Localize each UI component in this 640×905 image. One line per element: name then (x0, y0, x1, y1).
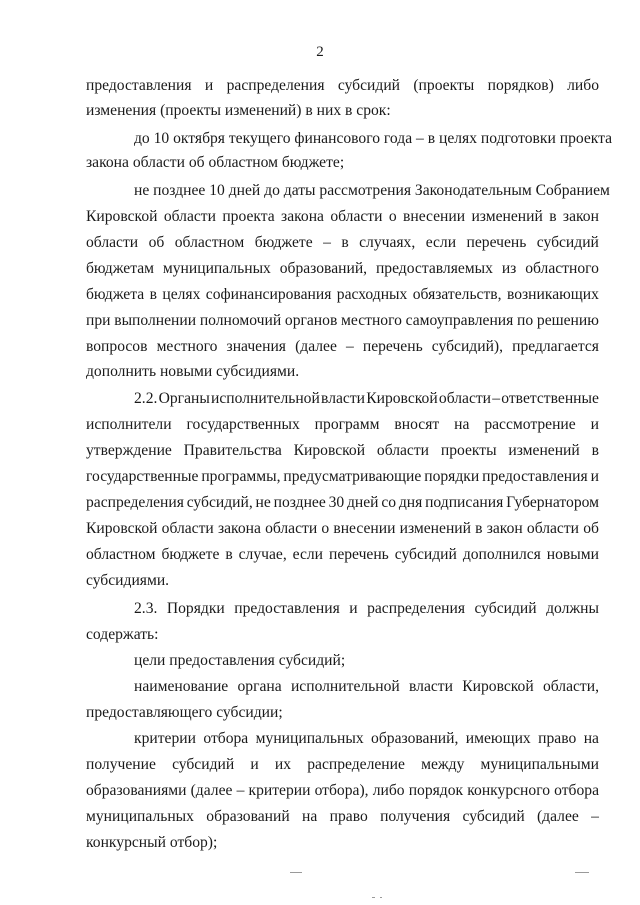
word: о (321, 520, 330, 537)
word: Кировской (86, 208, 158, 225)
word: либо (372, 782, 405, 799)
word: перечень (466, 234, 527, 251)
text-line (86, 545, 599, 565)
word: на (454, 416, 470, 433)
word: субсидий, (186, 494, 253, 511)
word: предоставления (86, 77, 192, 94)
word: расходных (336, 286, 408, 303)
word: областном (174, 234, 245, 251)
text-line (86, 337, 599, 357)
word: из (501, 260, 517, 277)
word: Кировской (366, 390, 438, 407)
text-line: дополнить новыми субсидиями. (86, 363, 300, 380)
word: муниципальных (162, 260, 271, 277)
word: случае, (238, 546, 287, 563)
word: распределения (367, 600, 465, 617)
word: случаях, (359, 234, 416, 251)
text-line (134, 729, 599, 749)
word: критерии (134, 730, 196, 747)
word: субсидий (474, 600, 537, 617)
word: софинансирования (205, 286, 332, 303)
word: органов (284, 312, 338, 329)
word: (проекты (413, 77, 475, 94)
word: государственных (186, 416, 300, 433)
word: в (549, 208, 557, 225)
word: отбора (203, 730, 249, 747)
word: – (345, 338, 354, 355)
word: целях (162, 286, 201, 303)
word: бюджете (161, 546, 220, 563)
word: 30 (328, 494, 345, 511)
word: – (236, 782, 245, 799)
text-line (86, 285, 599, 305)
word: вопросов (86, 338, 148, 355)
text-line: изменения (проекты изменений) в них в срок: (86, 102, 391, 119)
text-line (134, 677, 599, 697)
word: проекты (440, 442, 497, 459)
word: Правительства (183, 442, 282, 459)
word: (далее (190, 782, 233, 799)
word: подписания (425, 494, 504, 511)
word: программ (314, 416, 380, 433)
word: власти (321, 390, 365, 407)
word: 2.2. (134, 390, 158, 407)
text-line (86, 311, 599, 331)
word: – (323, 234, 331, 251)
word: области (376, 442, 430, 459)
word: Порядки (166, 600, 225, 617)
word: области (265, 520, 318, 537)
word: местного (341, 312, 402, 329)
word: позднее (273, 494, 326, 511)
word: внесении (333, 520, 396, 537)
word: бюджета (86, 286, 145, 303)
word: право (538, 730, 577, 747)
word: образованиями (86, 782, 187, 799)
word: об (583, 520, 599, 537)
word: при (86, 312, 111, 329)
word: предоставления (234, 600, 340, 617)
text-line: содержать: (86, 626, 159, 643)
word: на (302, 808, 318, 825)
word: субсидий (536, 234, 599, 251)
word: области (86, 234, 139, 251)
word: предоставляемых (375, 260, 493, 277)
word: – (492, 390, 501, 407)
word: на (583, 730, 599, 747)
word: закон (486, 520, 523, 537)
text-line: предоставляющего субсидии; (86, 704, 283, 721)
word: в (149, 286, 157, 303)
word: власти (409, 678, 453, 695)
word: Органы (158, 390, 210, 407)
word: значения (226, 338, 286, 355)
word: области (526, 520, 580, 537)
word: утверждение (86, 442, 172, 459)
text-line (86, 441, 599, 461)
word: обязательств, (412, 286, 502, 303)
word: критерии (248, 782, 311, 799)
word: закона (281, 208, 324, 225)
word: области (330, 208, 383, 225)
word: и (590, 416, 599, 433)
word: отбора (554, 782, 599, 799)
word: муниципальных (255, 730, 364, 747)
scan-artifact-mark (372, 897, 375, 898)
text-line (86, 233, 599, 253)
word: области, (542, 678, 599, 695)
word: если (425, 234, 457, 251)
word: наименование (134, 678, 229, 695)
word: субсидий (172, 756, 235, 773)
text-line (86, 467, 599, 487)
word: их (274, 756, 292, 773)
word: в (341, 234, 349, 251)
word: изменений (508, 442, 580, 459)
word: порядков) (487, 77, 554, 94)
word: субсидий), (431, 338, 504, 355)
word: должны (546, 600, 599, 617)
word: и (349, 600, 358, 617)
word: между (421, 756, 465, 773)
text-line: конкурсный отбор); (86, 834, 218, 851)
word: самоуправления (405, 312, 514, 329)
scan-artifact-mark (575, 872, 589, 873)
word: новыми (546, 546, 599, 563)
word: либо (567, 77, 599, 94)
word: исполнители (86, 416, 172, 433)
word: предлагается (512, 338, 599, 355)
word: проекта (222, 208, 275, 225)
text-line (134, 599, 599, 619)
word: право (329, 808, 368, 825)
word: в (475, 520, 483, 537)
word: распределения (86, 494, 184, 511)
word: и (204, 77, 214, 94)
word: предоставления (482, 468, 588, 485)
text-line (86, 519, 599, 539)
word: органа (237, 678, 282, 695)
word: бюджете (254, 234, 313, 251)
word: Кировской (293, 442, 366, 459)
word: выполнении (114, 312, 197, 329)
word: исполнительной (290, 678, 400, 695)
word: (далее (295, 338, 337, 355)
text-line: закона области об областном бюджете; (86, 154, 345, 171)
word: области (161, 520, 214, 537)
word: отбора), (314, 782, 369, 799)
word: перечень (328, 546, 389, 563)
word: дня (398, 494, 423, 511)
text-line: цели предоставления субсидий; (134, 652, 346, 669)
scan-artifact-mark (380, 897, 382, 898)
word: со (381, 494, 397, 511)
word: бюджетам (86, 260, 155, 277)
word: дополнился (462, 546, 541, 563)
word: образований (206, 808, 290, 825)
word: имеющих (465, 730, 531, 747)
word: и (590, 468, 599, 485)
word: и (250, 756, 259, 773)
word: местного (156, 338, 218, 355)
word: распределения (226, 77, 325, 94)
word: Кировской (462, 678, 534, 695)
word: по (517, 312, 534, 329)
text-line: не позднее 10 дней до даты рассмотрения Законодательным Собранием (134, 182, 610, 199)
word: области (163, 208, 216, 225)
word: конкурсного (467, 782, 550, 799)
word: муниципальных (86, 808, 194, 825)
text-line: субсидиями. (86, 572, 170, 589)
word: в (225, 546, 233, 563)
word: образований, (279, 260, 368, 277)
word: порядки (424, 468, 480, 485)
word: областного (525, 260, 599, 277)
word: государственные (86, 468, 199, 485)
word: об (148, 234, 165, 251)
word: не (255, 494, 271, 511)
word: в (591, 442, 599, 459)
text-line: до 10 октября текущего финансового года – в целях подготовки проекта (134, 130, 613, 147)
word: если (292, 546, 324, 563)
word: (далее (536, 808, 579, 825)
word: возникающих (506, 286, 599, 303)
word: областном (86, 546, 156, 563)
text-line (86, 76, 599, 96)
word: ответственные (501, 390, 599, 407)
word: распределение (307, 756, 405, 773)
word: получение (86, 756, 156, 773)
text-line (86, 781, 599, 801)
word: предусматривающие (283, 468, 422, 485)
word: образований, (371, 730, 459, 747)
word: перечень (362, 338, 423, 355)
word: 2.3. (134, 600, 158, 617)
word: закон (562, 208, 599, 225)
word: решению (536, 312, 599, 329)
word: Кировской (86, 520, 158, 537)
word: субсидий (337, 77, 401, 94)
word: субсидий (394, 546, 457, 563)
word: программы, (201, 468, 281, 485)
text-line (86, 415, 599, 435)
text-line (86, 207, 599, 227)
word: субсидий (462, 808, 525, 825)
word: изменений (399, 520, 471, 537)
word: области (438, 390, 492, 407)
scan-artifact-mark (290, 872, 302, 873)
word: Губернатором (506, 494, 599, 511)
word: внесении (403, 208, 466, 225)
word: дней (346, 494, 379, 511)
text-line (86, 807, 599, 827)
word: о (388, 208, 397, 225)
word: получения (380, 808, 451, 825)
word: полномочий (199, 312, 282, 329)
word: закона (217, 520, 261, 537)
word: муниципальными (480, 756, 599, 773)
text-line (86, 755, 599, 775)
text-line (134, 389, 599, 409)
text-line (86, 493, 599, 513)
word: порядок (408, 782, 464, 799)
text-line (86, 259, 599, 279)
word: – (591, 808, 599, 825)
page-number: 2 (316, 44, 324, 60)
word: вносят (394, 416, 440, 433)
word: изменений (471, 208, 543, 225)
word: исполнительной (211, 390, 320, 407)
word: рассмотрение (484, 416, 576, 433)
